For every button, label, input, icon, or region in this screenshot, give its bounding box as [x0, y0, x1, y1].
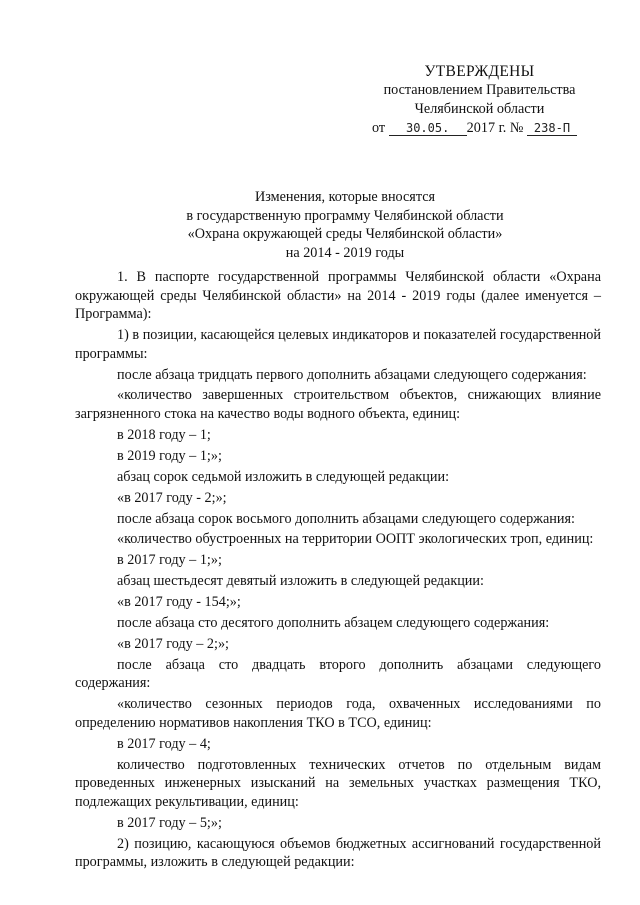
paragraph: «в 2017 году - 154;»; [117, 594, 241, 611]
paragraph: после абзаца сто десятого дополнить абзацем следующего содержания: [117, 614, 550, 631]
title-line-3: «Охрана окружающей среды Челябинской области» [187, 226, 503, 242]
paragraph: «в 2017 году - 2;»; [117, 489, 227, 506]
title-line-1: Изменения, которые вносятся [254, 189, 436, 205]
paragraph: после абзаца сто двадцать второго дополнить абзацами следующего содержания: [75, 656, 601, 692]
title-line-2: в государственную программу Челябинской области [186, 207, 504, 224]
paragraph: в 2017 году – 1;»; [117, 552, 222, 569]
paragraph: абзац сорок седьмой изложить в следующей редакции: [117, 468, 450, 485]
paragraph: после абзаца тридцать первого дополнить абзацами следующего содержания: [117, 366, 587, 383]
paragraph: 1. В паспорте государственной программы Челябинской области «Охрана окружающей среды Челябинской области» на 2014 - 2019 годы (далее именуется – Программа): [75, 269, 601, 323]
approval-line-1: постановлением Правительства [383, 82, 576, 98]
paragraph: после абзаца сорок восьмого дополнить абзацами следующего содержания: [117, 510, 575, 527]
title-line-4: на 2014 - 2019 годы [285, 244, 405, 261]
approval-title: УТВЕРЖДЕНЫ [424, 63, 535, 80]
paragraph: в 2019 году – 1;»; [117, 447, 222, 464]
paragraph: «количество завершенных строительством объектов, снижающих влияние загрязненного стока на качество воды водного объекта, единиц: [75, 387, 601, 423]
paragraph: 2) позицию, касающуюся объемов бюджетных ассигнований государственной программы, изложить в следующей редакции: [75, 835, 601, 871]
approval-dateline [372, 119, 587, 138]
paragraph: в 2018 году – 1; [117, 426, 211, 443]
paragraph: в 2017 году – 5;»; [117, 814, 222, 831]
paragraph: абзац шестьдесят девятый изложить в следующей редакции: [117, 573, 484, 590]
paragraph: «количество сезонных периодов года, охваченных исследованиями по определению нормативов накопления ТКО в ТСО, единиц: [75, 696, 601, 731]
document-title [80, 188, 610, 262]
paragraph: количество подготовленных технических отчетов по отдельным видам проведенных инженерных изысканий на земельных участках размещения ТКО, подлежащих рекультивации, единиц: [75, 756, 601, 810]
paragraph: 1) в позиции, касающейся целевых индикаторов и показателей государственной программы: [75, 327, 601, 362]
approval-block [372, 62, 587, 138]
paragraph: «в 2017 году – 2;»; [117, 635, 229, 652]
date-year: 2017 г. № [466, 120, 524, 136]
date-prefix: от [372, 120, 386, 136]
paragraph: «количество обустроенных на территории ООПТ экологических троп, единиц: [117, 531, 594, 548]
handwritten-number: 238-П [527, 121, 577, 136]
handwritten-date: 30.05. [389, 121, 467, 136]
document-body [75, 268, 601, 874]
paragraph: в 2017 году – 4; [117, 735, 211, 752]
approval-line-2: Челябинской области [414, 101, 545, 117]
